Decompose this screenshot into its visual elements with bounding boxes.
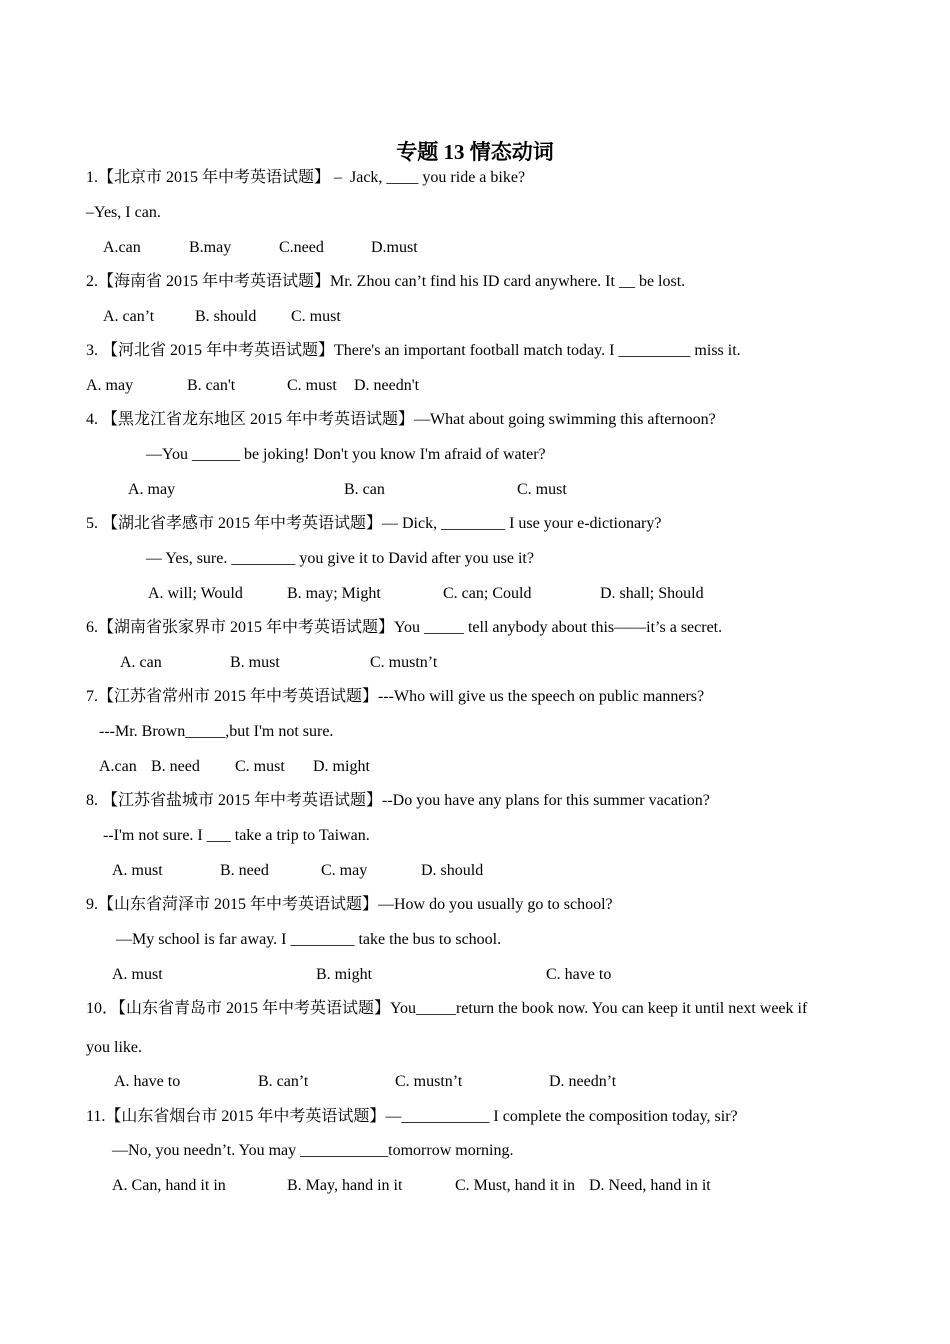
question-2-stem: 2.【海南省 2015 年中考英语试题】Mr. Zhou can’t find his ID card anywhere. It __ be lost. [86, 273, 686, 290]
q4-option-a: A. may [128, 481, 176, 498]
question-8-reply: --I'm not sure. I ___ take a trip to Taiwan. [103, 827, 370, 844]
q10-option-d: D. needn’t [549, 1073, 617, 1090]
question-4-stem: 4. 【黑龙江省龙东地区 2015 年中考英语试题】—What about going swimming this afternoon? [86, 411, 716, 428]
question-1-stem: 1.【北京市 2015 年中考英语试题】 – Jack, ____ you ride a bike? [86, 169, 526, 186]
q11-option-c: C. Must, hand it in [455, 1177, 576, 1194]
question-5-stem: 5. 【湖北省孝感市 2015 年中考英语试题】— Dick, ________ I use your e-dictionary? [86, 515, 662, 532]
q10-option-b: B. can’t [258, 1073, 309, 1090]
question-1-reply: –Yes, I can. [86, 204, 161, 221]
q8-option-d: D. should [421, 862, 484, 879]
q2-option-c: C. must [291, 308, 341, 325]
question-4-reply: —You ______ be joking! Don't you know I'm afraid of water? [146, 446, 546, 463]
q9-option-b: B. might [316, 966, 373, 983]
q3-option-c: C. must [287, 377, 337, 394]
question-7-reply: ---Mr. Brown_____,but I'm not sure. [99, 723, 334, 740]
q1-option-d: D.must [371, 239, 418, 256]
q2-option-b: B. should [195, 308, 257, 325]
q9-option-a: A. must [112, 966, 163, 983]
question-8-stem: 8. 【江苏省盐城市 2015 年中考英语试题】--Do you have any plans for this summer vacation? [86, 792, 710, 809]
q11-option-a: A. Can, hand it in [112, 1177, 226, 1194]
q8-option-c: C. may [321, 862, 368, 879]
q3-option-b: B. can't [187, 377, 236, 394]
q6-option-a: A. can [120, 654, 162, 671]
q10-option-c: C. mustn’t [395, 1073, 463, 1090]
q8-option-a: A. must [112, 862, 163, 879]
question-10-stem: 10．【山东省青岛市 2015 年中考英语试题】You_____return the book now. You can keep it until next week if [86, 1000, 808, 1017]
q7-option-a: A.can [99, 758, 137, 775]
q8-option-b: B. need [220, 862, 269, 879]
question-11-stem: 11.【山东省烟台市 2015 年中考英语试题】—___________ I complete the composition today, sir? [86, 1108, 738, 1125]
q3-option-a: A. may [86, 377, 134, 394]
q10-option-a: A. have to [114, 1073, 181, 1090]
q7-option-d: D. might [313, 758, 370, 775]
document-title: 专题 13 情态动词 [396, 140, 554, 164]
question-6-stem: 6.【湖南省张家界市 2015 年中考英语试题】You _____ tell anybody about this——it’s a secret. [86, 619, 723, 636]
q6-option-c: C. mustn’t [370, 654, 438, 671]
q2-option-a: A. can’t [103, 308, 155, 325]
q3-option-d: D. needn't [354, 377, 420, 394]
q4-option-c: C. must [517, 481, 567, 498]
question-9-reply: —My school is far away. I ________ take the bus to school. [116, 931, 502, 948]
q9-option-c: C. have to [546, 966, 612, 983]
question-10-stem-continued: you like. [86, 1039, 142, 1056]
q5-option-a: A. will; Would [148, 585, 243, 602]
q1-option-b: B.may [189, 239, 232, 256]
q5-option-b: B. may; Might [287, 585, 381, 602]
question-5-reply: — Yes, sure. ________ you give it to David after you use it? [146, 550, 534, 567]
q11-option-d: D. Need, hand in it [589, 1177, 711, 1194]
question-9-stem: 9.【山东省菏泽市 2015 年中考英语试题】—How do you usually go to school? [86, 896, 613, 913]
q7-option-b: B. need [151, 758, 200, 775]
q1-option-a: A.can [103, 239, 141, 256]
q6-option-b: B. must [230, 654, 280, 671]
q11-option-b: B. May, hand in it [287, 1177, 403, 1194]
q4-option-b: B. can [344, 481, 385, 498]
q5-option-d: D. shall; Should [600, 585, 704, 602]
question-7-stem: 7.【江苏省常州市 2015 年中考英语试题】---Who will give us the speech on public manners? [86, 688, 705, 705]
q7-option-c: C. must [235, 758, 285, 775]
q5-option-c: C. can; Could [443, 585, 532, 602]
q1-option-c: C.need [279, 239, 324, 256]
question-3-stem: 3. 【河北省 2015 年中考英语试题】There's an important football match today. I _________ miss it. [86, 342, 741, 359]
question-11-reply: —No, you needn’t. You may ___________tomorrow morning. [112, 1142, 514, 1159]
